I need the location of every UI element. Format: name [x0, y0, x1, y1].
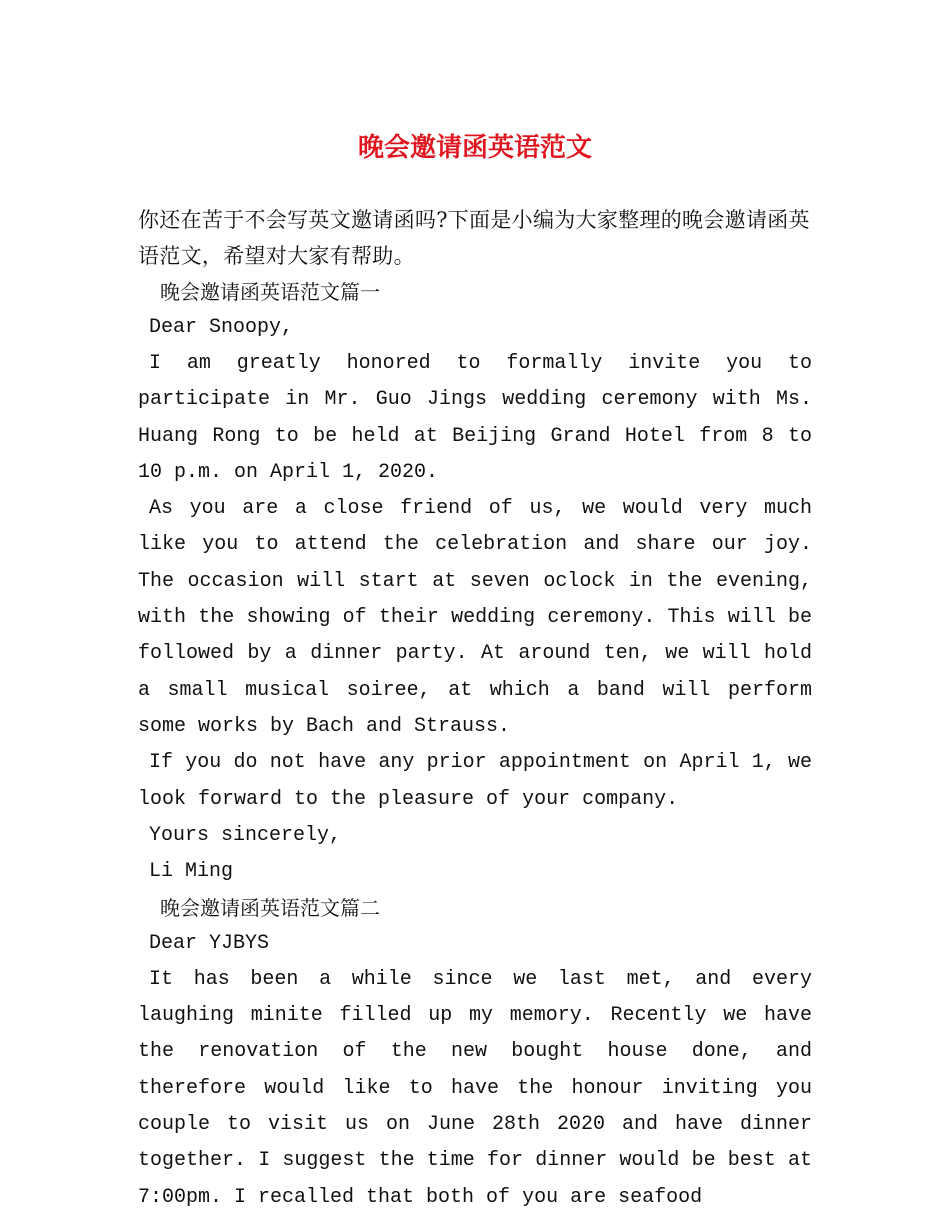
letter-paragraph: It has been a while since we last met, and every laughing minite filled up my memory. Recently we have the renovation of the new bought house done, and therefore would like to have the honour inviting you couple to visit us on June 28th 2020 and have dinner together. I suggest the time for dinner would be best at 7:00pm. I recalled that both of you are seafood: [138, 967, 812, 1209]
document-body: [138, 202, 812, 1216]
letter-paragraph: As you are a close friend of us, we would very much like you to attend the celebration and share our joy. The occasion will start at seven oclock in the evening, with the showing of their wedding ceremony. This will be followed by a dinner party. At around ten, we will hold a small musical soiree, at which a band will perform some works by Bach and Strauss.: [138, 497, 812, 738]
letter-greeting-1: Dear Snoopy,: [149, 316, 294, 339]
letter-closing: Yours sincerely,: [149, 823, 342, 847]
document-title: 晚会邀请函英语范文: [357, 133, 592, 163]
letter-signature: Li Ming: [149, 859, 234, 883]
letter-greeting-2: Dear YJBYS: [149, 931, 270, 955]
section-heading-2: 晚会邀请函英语范文篇二: [160, 895, 380, 920]
section-heading-1: 晚会邀请函英语范文篇一: [160, 280, 380, 304]
intro-paragraph: 你还在苦于不会写英文邀请函吗?下面是小编为大家整理的晚会邀请函英语范文，希望对大家有帮助。: [138, 208, 810, 268]
letter-paragraph: I am greatly honored to formally invite you to participate in Mr. Guo Jings wedding ceremony with Ms. Huang Rong to be held at Beijing Grand Hotel from 8 to 10 p.m. on April 1, 2020.: [138, 352, 812, 484]
letter-paragraph: If you do not have any prior appointment on April 1, we look forward to the pleasure of your company.: [138, 751, 812, 811]
